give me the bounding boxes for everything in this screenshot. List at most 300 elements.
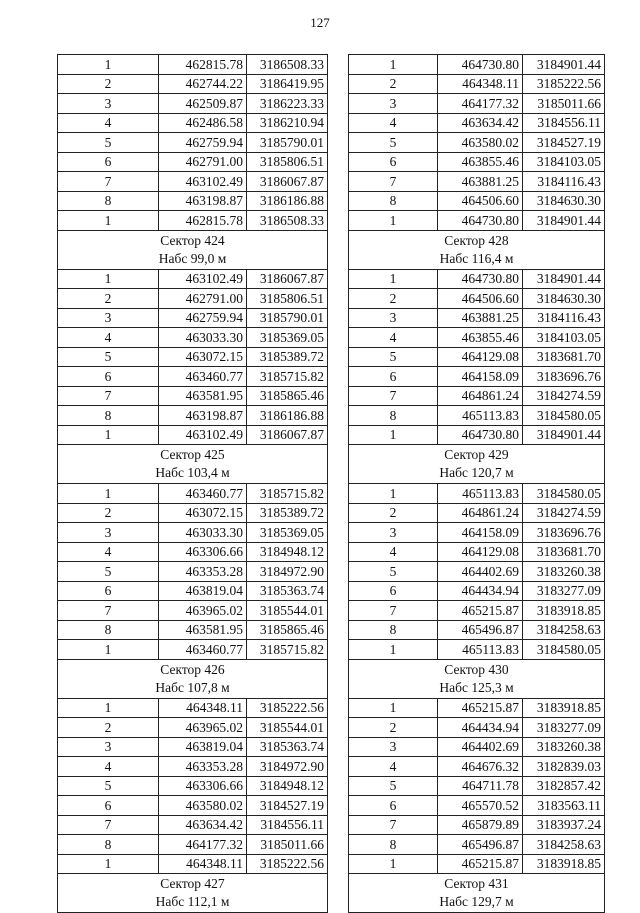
x-coordinate-cell: 463306.66 xyxy=(159,542,247,562)
table-row xyxy=(58,542,328,562)
point-number-cell: 1 xyxy=(58,425,159,445)
y-coordinate-cell: 3184948.12 xyxy=(247,776,328,796)
page-number: 127 xyxy=(310,15,330,30)
table-row xyxy=(349,503,605,523)
y-coordinate-cell: 3183563.11 xyxy=(523,796,605,816)
point-number-cell: 8 xyxy=(349,620,438,640)
point-number-cell: 4 xyxy=(349,757,438,777)
table-row xyxy=(58,757,328,777)
x-coordinate-cell: 464348.11 xyxy=(438,74,523,94)
sector-elevation: Набс 116,4 м xyxy=(439,250,514,266)
x-coordinate-cell: 464402.69 xyxy=(438,737,523,757)
sector-title: Сектор 426 xyxy=(160,661,225,677)
x-coordinate-cell: 463965.02 xyxy=(159,718,247,738)
y-coordinate-cell: 3184103.05 xyxy=(523,152,605,172)
y-coordinate-cell: 3183918.85 xyxy=(523,854,605,874)
y-coordinate-cell: 3185715.82 xyxy=(247,484,328,504)
table-row xyxy=(58,776,328,796)
y-coordinate-cell: 3185806.51 xyxy=(247,152,328,172)
table-row xyxy=(58,113,328,133)
table-row xyxy=(349,757,605,777)
table-row xyxy=(349,289,605,309)
x-coordinate-cell: 465879.89 xyxy=(438,815,523,835)
table-row xyxy=(58,796,328,816)
y-coordinate-cell: 3184116.43 xyxy=(523,308,605,328)
table-row xyxy=(349,172,605,192)
table-row xyxy=(349,835,605,855)
x-coordinate-cell: 464711.78 xyxy=(438,776,523,796)
table-row xyxy=(58,835,328,855)
y-coordinate-cell: 3185389.72 xyxy=(247,347,328,367)
y-coordinate-cell: 3183260.38 xyxy=(523,737,605,757)
point-number-cell: 7 xyxy=(349,172,438,192)
x-coordinate-cell: 464506.60 xyxy=(438,289,523,309)
x-coordinate-cell: 463881.25 xyxy=(438,308,523,328)
sector-elevation: Набс 99,0 м xyxy=(158,250,227,266)
x-coordinate-cell: 463855.46 xyxy=(438,328,523,348)
table-row xyxy=(349,406,605,426)
point-number-cell: 7 xyxy=(58,815,159,835)
point-number-cell: 1 xyxy=(349,698,438,718)
y-coordinate-cell: 3184630.30 xyxy=(523,289,605,309)
point-number-cell: 3 xyxy=(349,523,438,543)
y-coordinate-cell: 3185222.56 xyxy=(247,854,328,874)
x-coordinate-cell: 464730.80 xyxy=(438,269,523,289)
x-coordinate-cell: 463353.28 xyxy=(159,562,247,582)
y-coordinate-cell: 3185369.05 xyxy=(247,523,328,543)
point-number-cell: 1 xyxy=(349,55,438,75)
sector-header xyxy=(349,874,605,913)
coordinates-table-left xyxy=(57,54,328,913)
point-number-cell: 5 xyxy=(58,347,159,367)
x-coordinate-cell: 464177.32 xyxy=(159,835,247,855)
y-coordinate-cell: 3185790.01 xyxy=(247,308,328,328)
y-coordinate-cell: 3185222.56 xyxy=(247,698,328,718)
table-row xyxy=(58,737,328,757)
table-row xyxy=(58,425,328,445)
table-row xyxy=(58,269,328,289)
point-number-cell: 1 xyxy=(58,698,159,718)
x-coordinate-cell: 464348.11 xyxy=(159,698,247,718)
point-number-cell: 6 xyxy=(58,796,159,816)
x-coordinate-cell: 465113.83 xyxy=(438,406,523,426)
coordinates-table-right xyxy=(348,54,605,913)
point-number-cell: 6 xyxy=(349,367,438,387)
y-coordinate-cell: 3184103.05 xyxy=(523,328,605,348)
point-number-cell: 3 xyxy=(58,737,159,757)
y-coordinate-cell: 3186223.33 xyxy=(247,94,328,114)
x-coordinate-cell: 464506.60 xyxy=(438,191,523,211)
x-coordinate-cell: 462744.22 xyxy=(159,74,247,94)
y-coordinate-cell: 3184580.05 xyxy=(523,406,605,426)
x-coordinate-cell: 463460.77 xyxy=(159,367,247,387)
sector-header xyxy=(58,230,328,269)
table-row xyxy=(58,620,328,640)
y-coordinate-cell: 3185715.82 xyxy=(247,367,328,387)
point-number-cell: 5 xyxy=(58,133,159,153)
point-number-cell: 3 xyxy=(349,737,438,757)
table-row xyxy=(58,347,328,367)
x-coordinate-cell: 462815.78 xyxy=(159,55,247,75)
x-coordinate-cell: 464434.94 xyxy=(438,718,523,738)
x-coordinate-cell: 465215.87 xyxy=(438,698,523,718)
table-row xyxy=(349,308,605,328)
table-row xyxy=(349,347,605,367)
y-coordinate-cell: 3185011.66 xyxy=(523,94,605,114)
sector-elevation: Набс 129,7 м xyxy=(439,894,514,909)
y-coordinate-cell: 3184274.59 xyxy=(523,503,605,523)
point-number-cell: 1 xyxy=(349,425,438,445)
x-coordinate-cell: 463965.02 xyxy=(159,601,247,621)
y-coordinate-cell: 3184258.63 xyxy=(523,620,605,640)
point-number-cell: 4 xyxy=(58,113,159,133)
table-row xyxy=(58,640,328,660)
y-coordinate-cell: 3184274.59 xyxy=(523,386,605,406)
point-number-cell: 1 xyxy=(349,854,438,874)
y-coordinate-cell: 3183277.09 xyxy=(523,581,605,601)
table-row xyxy=(349,191,605,211)
x-coordinate-cell: 463102.49 xyxy=(159,425,247,445)
x-coordinate-cell: 463855.46 xyxy=(438,152,523,172)
point-number-cell: 5 xyxy=(58,776,159,796)
y-coordinate-cell: 3184527.19 xyxy=(247,796,328,816)
y-coordinate-cell: 3183937.24 xyxy=(523,815,605,835)
y-coordinate-cell: 3183918.85 xyxy=(523,601,605,621)
point-number-cell: 3 xyxy=(58,523,159,543)
point-number-cell: 3 xyxy=(349,308,438,328)
x-coordinate-cell: 465496.87 xyxy=(438,620,523,640)
point-number-cell: 1 xyxy=(58,484,159,504)
y-coordinate-cell: 3186067.87 xyxy=(247,425,328,445)
table-row xyxy=(349,152,605,172)
point-number-cell: 1 xyxy=(58,55,159,75)
table-row xyxy=(58,133,328,153)
y-coordinate-cell: 3186508.33 xyxy=(247,211,328,231)
table-row xyxy=(58,94,328,114)
point-number-cell: 2 xyxy=(349,503,438,523)
point-number-cell: 6 xyxy=(58,581,159,601)
sector-title: Сектор 429 xyxy=(444,447,509,462)
sector-header xyxy=(349,445,605,484)
table-row xyxy=(349,484,605,504)
point-number-cell: 1 xyxy=(58,640,159,660)
sector-header xyxy=(349,230,605,269)
y-coordinate-cell: 3183260.38 xyxy=(523,562,605,582)
sector-header xyxy=(349,659,605,698)
x-coordinate-cell: 464129.08 xyxy=(438,542,523,562)
point-number-cell: 8 xyxy=(58,620,159,640)
sector-header xyxy=(58,445,328,484)
table-row xyxy=(349,74,605,94)
table-row xyxy=(349,523,605,543)
x-coordinate-cell: 463881.25 xyxy=(438,172,523,192)
x-coordinate-cell: 464177.32 xyxy=(438,94,523,114)
point-number-cell: 8 xyxy=(58,406,159,426)
sector-header xyxy=(58,659,328,698)
y-coordinate-cell: 3183681.70 xyxy=(523,542,605,562)
y-coordinate-cell: 3183918.85 xyxy=(523,698,605,718)
x-coordinate-cell: 465496.87 xyxy=(438,835,523,855)
sector-elevation: Набс 107,8 м xyxy=(155,679,230,695)
x-coordinate-cell: 462815.78 xyxy=(159,211,247,231)
table-row xyxy=(58,815,328,835)
table-row xyxy=(349,620,605,640)
x-coordinate-cell: 463634.42 xyxy=(159,815,247,835)
point-number-cell: 7 xyxy=(349,815,438,835)
y-coordinate-cell: 3185369.05 xyxy=(247,328,328,348)
table-row xyxy=(349,269,605,289)
table-row xyxy=(58,698,328,718)
x-coordinate-cell: 462759.94 xyxy=(159,133,247,153)
table-row xyxy=(58,74,328,94)
y-coordinate-cell: 3183277.09 xyxy=(523,718,605,738)
sector-elevation: Набс 125,3 м xyxy=(439,679,514,695)
point-number-cell: 5 xyxy=(349,133,438,153)
table-row xyxy=(58,854,328,874)
x-coordinate-cell: 464129.08 xyxy=(438,347,523,367)
y-coordinate-cell: 3185363.74 xyxy=(247,581,328,601)
point-number-cell: 5 xyxy=(349,562,438,582)
table-row xyxy=(58,152,328,172)
y-coordinate-cell: 3183696.76 xyxy=(523,523,605,543)
x-coordinate-cell: 463460.77 xyxy=(159,640,247,660)
y-coordinate-cell: 3185790.01 xyxy=(247,133,328,153)
y-coordinate-cell: 3186067.87 xyxy=(247,269,328,289)
point-number-cell: 6 xyxy=(349,581,438,601)
sector-title: Сектор 425 xyxy=(160,447,225,462)
table-row xyxy=(58,328,328,348)
point-number-cell: 3 xyxy=(58,308,159,328)
table-row xyxy=(58,601,328,621)
y-coordinate-cell: 3184116.43 xyxy=(523,172,605,192)
y-coordinate-cell: 3185011.66 xyxy=(247,835,328,855)
y-coordinate-cell: 3185389.72 xyxy=(247,503,328,523)
table-row xyxy=(349,854,605,874)
point-number-cell: 3 xyxy=(349,94,438,114)
x-coordinate-cell: 463581.95 xyxy=(159,620,247,640)
x-coordinate-cell: 463634.42 xyxy=(438,113,523,133)
x-coordinate-cell: 464158.09 xyxy=(438,523,523,543)
point-number-cell: 8 xyxy=(58,835,159,855)
point-number-cell: 6 xyxy=(349,796,438,816)
point-number-cell: 7 xyxy=(349,386,438,406)
point-number-cell: 5 xyxy=(349,776,438,796)
sector-title: Сектор 427 xyxy=(160,876,225,891)
table-row xyxy=(349,737,605,757)
table-row xyxy=(58,289,328,309)
sector-header-row xyxy=(58,874,328,913)
y-coordinate-cell: 3184258.63 xyxy=(523,835,605,855)
x-coordinate-cell: 465113.83 xyxy=(438,640,523,660)
x-coordinate-cell: 464861.24 xyxy=(438,386,523,406)
table-row xyxy=(349,211,605,231)
point-number-cell: 2 xyxy=(349,74,438,94)
point-number-cell: 5 xyxy=(58,562,159,582)
sector-elevation: Набс 112,1 м xyxy=(155,894,230,909)
table-row xyxy=(349,640,605,660)
sector-elevation: Набс 120,7 м xyxy=(439,465,514,480)
x-coordinate-cell: 463580.02 xyxy=(159,796,247,816)
sector-header-row xyxy=(349,230,605,269)
y-coordinate-cell: 3186419.95 xyxy=(247,74,328,94)
sector-header-row xyxy=(58,445,328,484)
y-coordinate-cell: 3186186.88 xyxy=(247,191,328,211)
x-coordinate-cell: 464158.09 xyxy=(438,367,523,387)
table-row xyxy=(349,386,605,406)
y-coordinate-cell: 3184948.12 xyxy=(247,542,328,562)
x-coordinate-cell: 463072.15 xyxy=(159,503,247,523)
table-row xyxy=(58,367,328,387)
y-coordinate-cell: 3184901.44 xyxy=(523,269,605,289)
point-number-cell: 7 xyxy=(349,601,438,621)
point-number-cell: 6 xyxy=(58,367,159,387)
y-coordinate-cell: 3185865.46 xyxy=(247,620,328,640)
x-coordinate-cell: 462791.00 xyxy=(159,289,247,309)
table-row xyxy=(58,211,328,231)
x-coordinate-cell: 464348.11 xyxy=(159,854,247,874)
sector-header-row xyxy=(58,659,328,698)
point-number-cell: 8 xyxy=(349,191,438,211)
point-number-cell: 8 xyxy=(349,835,438,855)
y-coordinate-cell: 3185715.82 xyxy=(247,640,328,660)
point-number-cell: 2 xyxy=(58,289,159,309)
y-coordinate-cell: 3185865.46 xyxy=(247,386,328,406)
x-coordinate-cell: 463306.66 xyxy=(159,776,247,796)
table-row xyxy=(349,94,605,114)
point-number-cell: 2 xyxy=(58,718,159,738)
table-row xyxy=(349,328,605,348)
sector-header-row xyxy=(349,659,605,698)
x-coordinate-cell: 465215.87 xyxy=(438,854,523,874)
sector-title: Сектор 424 xyxy=(160,232,225,248)
x-coordinate-cell: 464730.80 xyxy=(438,55,523,75)
y-coordinate-cell: 3186186.88 xyxy=(247,406,328,426)
x-coordinate-cell: 463033.30 xyxy=(159,328,247,348)
point-number-cell: 4 xyxy=(58,757,159,777)
table-row xyxy=(58,55,328,75)
point-number-cell: 7 xyxy=(58,601,159,621)
point-number-cell: 4 xyxy=(349,113,438,133)
point-number-cell: 6 xyxy=(58,152,159,172)
x-coordinate-cell: 465215.87 xyxy=(438,601,523,621)
table-row xyxy=(58,562,328,582)
table-row xyxy=(349,133,605,153)
y-coordinate-cell: 3182857.42 xyxy=(523,776,605,796)
x-coordinate-cell: 464861.24 xyxy=(438,503,523,523)
point-number-cell: 4 xyxy=(58,542,159,562)
point-number-cell: 7 xyxy=(58,172,159,192)
table-row xyxy=(349,55,605,75)
point-number-cell: 1 xyxy=(349,640,438,660)
point-number-cell: 2 xyxy=(349,289,438,309)
point-number-cell: 6 xyxy=(349,152,438,172)
x-coordinate-cell: 463102.49 xyxy=(159,269,247,289)
x-coordinate-cell: 462486.58 xyxy=(159,113,247,133)
x-coordinate-cell: 463580.02 xyxy=(438,133,523,153)
table-row xyxy=(349,425,605,445)
table-row xyxy=(58,191,328,211)
y-coordinate-cell: 3184972.90 xyxy=(247,757,328,777)
table-row xyxy=(349,367,605,387)
point-number-cell: 5 xyxy=(349,347,438,367)
x-coordinate-cell: 465570.52 xyxy=(438,796,523,816)
x-coordinate-cell: 463353.28 xyxy=(159,757,247,777)
table-row xyxy=(349,113,605,133)
sector-title: Сектор 430 xyxy=(444,661,509,677)
y-coordinate-cell: 3185363.74 xyxy=(247,737,328,757)
table-row xyxy=(349,698,605,718)
x-coordinate-cell: 464730.80 xyxy=(438,211,523,231)
y-coordinate-cell: 3184580.05 xyxy=(523,640,605,660)
y-coordinate-cell: 3186210.94 xyxy=(247,113,328,133)
y-coordinate-cell: 3184580.05 xyxy=(523,484,605,504)
y-coordinate-cell: 3184527.19 xyxy=(523,133,605,153)
y-coordinate-cell: 3184972.90 xyxy=(247,562,328,582)
y-coordinate-cell: 3184556.11 xyxy=(247,815,328,835)
x-coordinate-cell: 462509.87 xyxy=(159,94,247,114)
x-coordinate-cell: 463581.95 xyxy=(159,386,247,406)
y-coordinate-cell: 3184901.44 xyxy=(523,425,605,445)
sector-header-row xyxy=(349,874,605,913)
table-row xyxy=(349,815,605,835)
y-coordinate-cell: 3186508.33 xyxy=(247,55,328,75)
y-coordinate-cell: 3184630.30 xyxy=(523,191,605,211)
table-row xyxy=(58,172,328,192)
sector-header-row xyxy=(349,445,605,484)
table-row xyxy=(58,406,328,426)
y-coordinate-cell: 3185806.51 xyxy=(247,289,328,309)
x-coordinate-cell: 463819.04 xyxy=(159,581,247,601)
sector-elevation: Набс 103,4 м xyxy=(155,465,230,480)
table-row xyxy=(349,718,605,738)
x-coordinate-cell: 464676.32 xyxy=(438,757,523,777)
table-row xyxy=(58,386,328,406)
x-coordinate-cell: 465113.83 xyxy=(438,484,523,504)
y-coordinate-cell: 3184901.44 xyxy=(523,211,605,231)
x-coordinate-cell: 463198.87 xyxy=(159,191,247,211)
y-coordinate-cell: 3185544.01 xyxy=(247,601,328,621)
table-row xyxy=(349,542,605,562)
point-number-cell: 1 xyxy=(58,269,159,289)
point-number-cell: 1 xyxy=(58,211,159,231)
x-coordinate-cell: 463819.04 xyxy=(159,737,247,757)
table-row xyxy=(58,523,328,543)
y-coordinate-cell: 3184556.11 xyxy=(523,113,605,133)
point-number-cell: 8 xyxy=(349,406,438,426)
sector-title: Сектор 431 xyxy=(444,876,509,891)
table-row xyxy=(349,776,605,796)
x-coordinate-cell: 462791.00 xyxy=(159,152,247,172)
point-number-cell: 3 xyxy=(58,94,159,114)
x-coordinate-cell: 463102.49 xyxy=(159,172,247,192)
point-number-cell: 2 xyxy=(58,503,159,523)
y-coordinate-cell: 3184901.44 xyxy=(523,55,605,75)
point-number-cell: 7 xyxy=(58,386,159,406)
table-row xyxy=(58,484,328,504)
x-coordinate-cell: 463460.77 xyxy=(159,484,247,504)
table-row xyxy=(58,581,328,601)
point-number-cell: 1 xyxy=(349,211,438,231)
point-number-cell: 4 xyxy=(349,542,438,562)
table-row xyxy=(349,562,605,582)
point-number-cell: 4 xyxy=(58,328,159,348)
y-coordinate-cell: 3182839.03 xyxy=(523,757,605,777)
point-number-cell: 2 xyxy=(58,74,159,94)
point-number-cell: 1 xyxy=(349,484,438,504)
table-row xyxy=(58,718,328,738)
point-number-cell: 1 xyxy=(349,269,438,289)
x-coordinate-cell: 464434.94 xyxy=(438,581,523,601)
